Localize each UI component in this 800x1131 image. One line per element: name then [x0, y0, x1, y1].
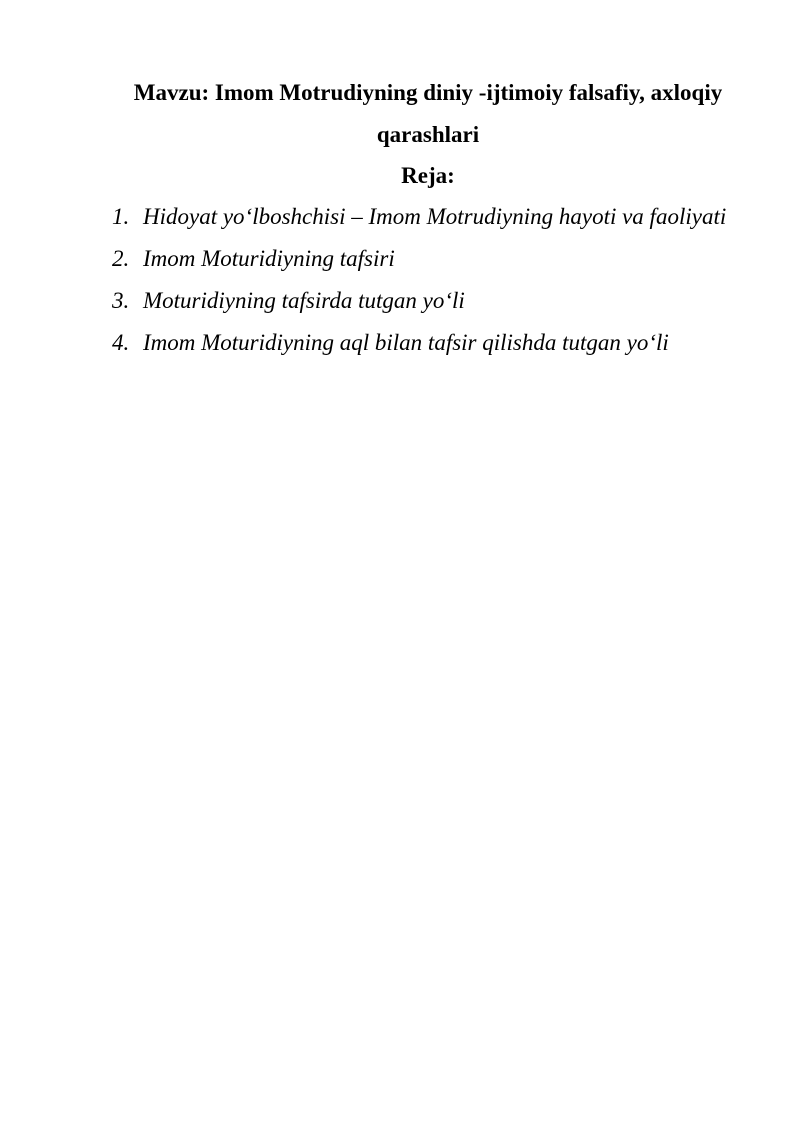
plan-item-number: 3.	[112, 288, 130, 313]
plan-item-number: 1.	[112, 204, 130, 229]
plan-item	[112, 196, 752, 238]
plan-item-text: Hidoyat yo‘lboshchisi – Imom Motrudiyning hayoti va faoliyati	[143, 204, 727, 229]
document-title: Mavzu: Imom Motrudiyning diniy -ijtimoiy falsafiy, axloqiy qarashlari	[133, 80, 723, 147]
plan-item	[112, 322, 752, 364]
plan-item	[112, 238, 752, 280]
plan-item	[112, 280, 752, 322]
plan-item-text: Imom Moturidiyning aql bilan tafsir qilishda tutgan yo‘li	[143, 330, 669, 355]
plan-heading: Reja:	[401, 163, 455, 188]
plan-item-text: Imom Moturidiyning tafsiri	[143, 246, 395, 271]
plan-item-number: 4.	[112, 330, 130, 355]
plan-item-number: 2.	[112, 246, 130, 271]
plan-list	[112, 196, 752, 364]
plan-item-text: Moturidiyning tafsirda tutgan yo‘li	[143, 288, 465, 313]
